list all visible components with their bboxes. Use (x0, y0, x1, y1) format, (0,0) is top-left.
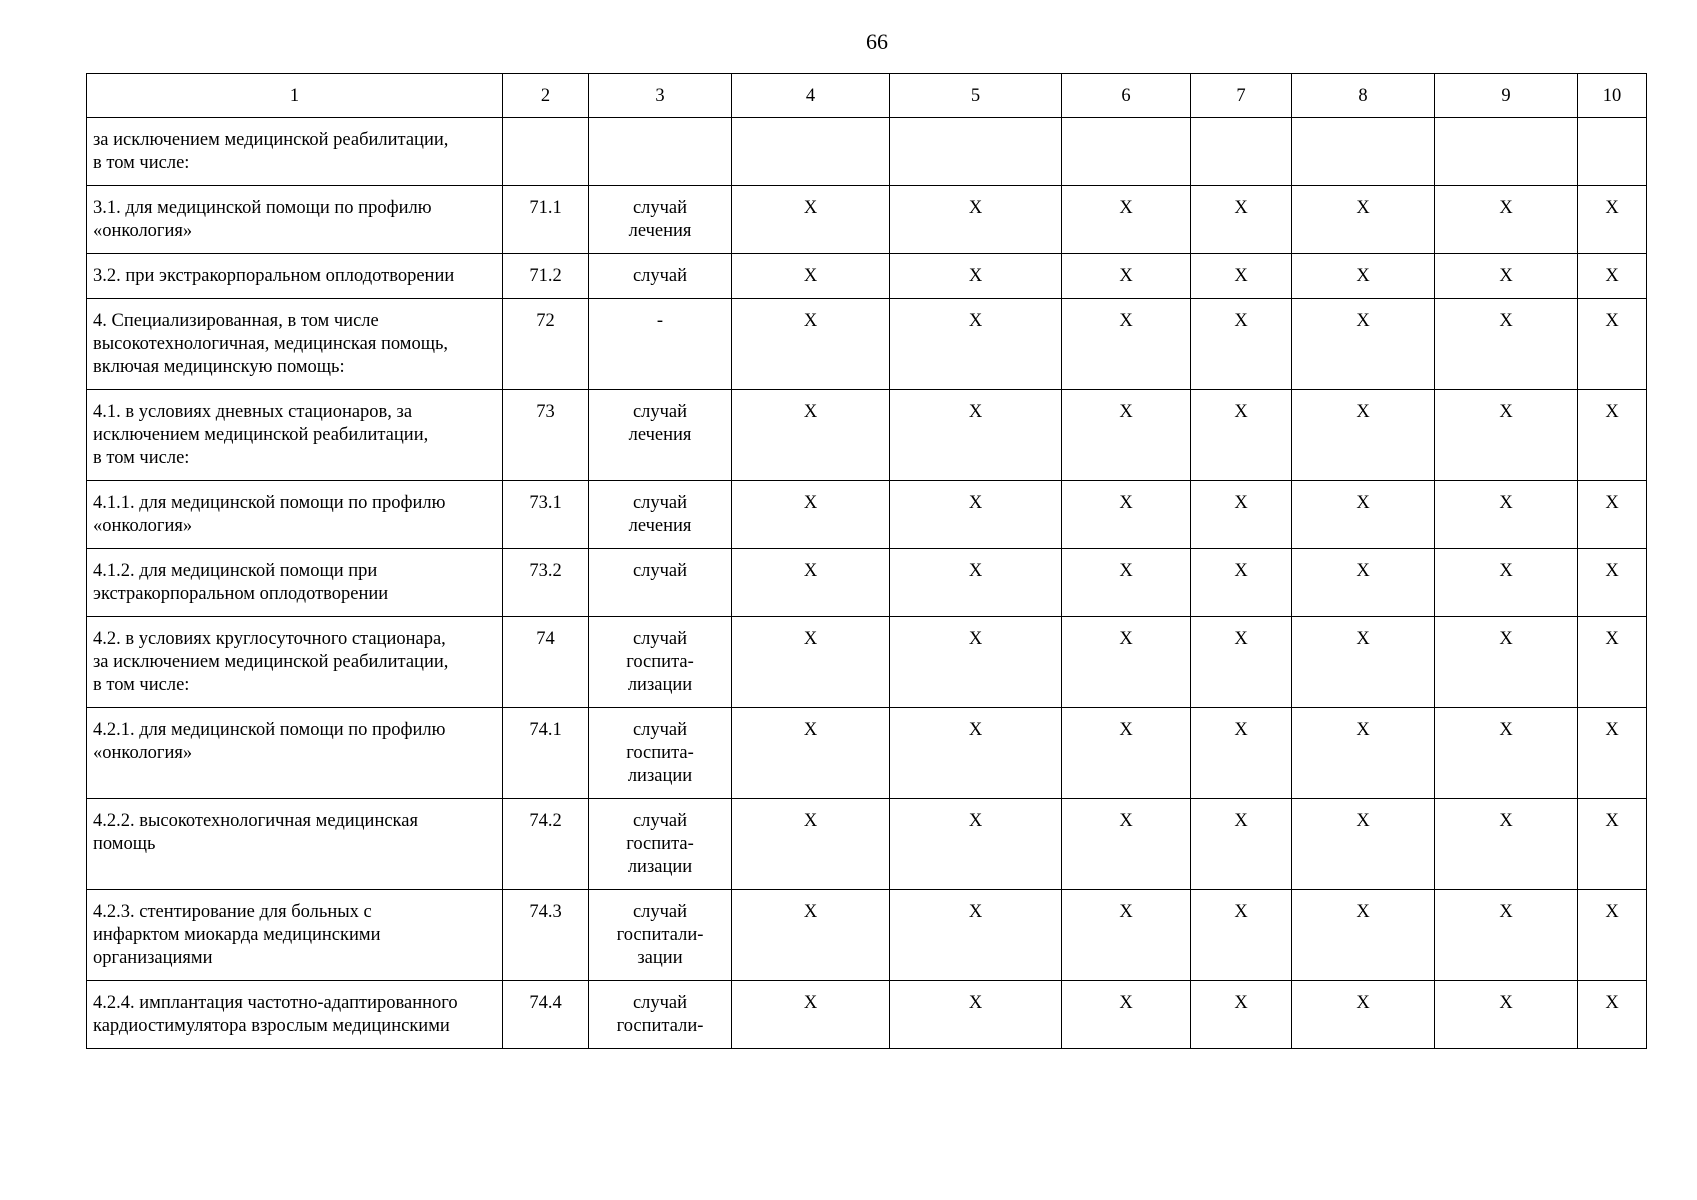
row-value-cell: X (1435, 390, 1578, 481)
column-number: 7 (1191, 74, 1292, 118)
row-value-cell: X (890, 254, 1062, 299)
row-value-cell: X (732, 549, 890, 617)
row-value-cell: X (890, 617, 1062, 708)
row-name-cell: 3.1. для медицинской помощи по профилю «онкология» (87, 186, 503, 254)
row-value-cell: X (1062, 549, 1191, 617)
row-code-cell: 74 (503, 617, 589, 708)
row-code-cell: 74.3 (503, 890, 589, 981)
column-number: 5 (890, 74, 1062, 118)
row-name-cell: 4.1.2. для медицинской помощи при экстракорпоральном оплодотворении (87, 549, 503, 617)
row-value-cell: X (1191, 617, 1292, 708)
row-unit-cell: случай (589, 549, 732, 617)
table-row (87, 254, 1647, 299)
row-value-cell: X (1578, 481, 1647, 549)
row-unit-cell: случай лечения (589, 186, 732, 254)
row-value-cell: X (1062, 708, 1191, 799)
row-value-cell: X (1578, 186, 1647, 254)
row-value-cell: X (1062, 481, 1191, 549)
row-value-cell: X (890, 708, 1062, 799)
row-value-cell: X (1578, 299, 1647, 390)
row-value-cell: X (732, 981, 890, 1049)
row-value-cell: X (1578, 617, 1647, 708)
row-value-cell: X (732, 890, 890, 981)
row-value-cell: X (1062, 799, 1191, 890)
row-unit-cell: случай госпитали- (589, 981, 732, 1049)
row-value-cell (1578, 118, 1647, 186)
row-value-cell (1062, 118, 1191, 186)
row-value-cell: X (890, 186, 1062, 254)
row-unit-cell: случай (589, 254, 732, 299)
table-row (87, 799, 1647, 890)
row-value-cell: X (1062, 299, 1191, 390)
row-value-cell: X (1292, 254, 1435, 299)
row-value-cell: X (732, 617, 890, 708)
row-value-cell: X (1191, 799, 1292, 890)
row-code-cell: 71.2 (503, 254, 589, 299)
row-code-cell: 72 (503, 299, 589, 390)
row-value-cell: X (1292, 617, 1435, 708)
table-body (87, 118, 1647, 1049)
row-unit-cell: - (589, 299, 732, 390)
column-number-row (87, 74, 1647, 118)
row-value-cell: X (1292, 981, 1435, 1049)
row-code-cell: 74.4 (503, 981, 589, 1049)
row-unit-cell: случай госпита- лизации (589, 617, 732, 708)
row-value-cell: X (890, 481, 1062, 549)
row-value-cell: X (1062, 186, 1191, 254)
row-value-cell: X (1435, 186, 1578, 254)
row-name-cell: 4.1.1. для медицинской помощи по профилю «онкология» (87, 481, 503, 549)
row-value-cell: X (1191, 708, 1292, 799)
row-code-cell: 73 (503, 390, 589, 481)
row-value-cell: X (1191, 254, 1292, 299)
table-row (87, 981, 1647, 1049)
row-unit-cell: случай госпита- лизации (589, 799, 732, 890)
row-value-cell: X (1435, 981, 1578, 1049)
row-name-cell: 4. Специализированная, в том числе высокотехнологичная, медицинская помощь, включая медицинскую помощь: (87, 299, 503, 390)
row-value-cell: X (890, 299, 1062, 390)
row-value-cell: X (1191, 390, 1292, 481)
row-unit-cell: случай лечения (589, 390, 732, 481)
row-code-cell: 74.2 (503, 799, 589, 890)
row-value-cell: X (1435, 299, 1578, 390)
row-value-cell: X (890, 549, 1062, 617)
row-value-cell: X (1435, 481, 1578, 549)
row-value-cell: X (1191, 549, 1292, 617)
row-value-cell (1191, 118, 1292, 186)
table-row (87, 118, 1647, 186)
column-number: 10 (1578, 74, 1647, 118)
row-name-cell: 3.2. при экстракорпоральном оплодотворении (87, 254, 503, 299)
row-unit-cell (589, 118, 732, 186)
row-code-cell: 74.1 (503, 708, 589, 799)
row-value-cell: X (890, 981, 1062, 1049)
row-value-cell: X (1292, 299, 1435, 390)
row-value-cell: X (1435, 799, 1578, 890)
row-value-cell: X (1062, 890, 1191, 981)
row-name-cell: 4.2.2. высокотехнологичная медицинская помощь (87, 799, 503, 890)
table-row (87, 390, 1647, 481)
row-unit-cell: случай лечения (589, 481, 732, 549)
column-number: 3 (589, 74, 732, 118)
row-value-cell: X (732, 708, 890, 799)
row-value-cell: X (1062, 390, 1191, 481)
row-value-cell: X (1578, 981, 1647, 1049)
row-value-cell: X (1578, 549, 1647, 617)
row-name-cell: за исключением медицинской реабилитации, в том числе: (87, 118, 503, 186)
column-number: 4 (732, 74, 890, 118)
row-value-cell: X (1578, 799, 1647, 890)
table-row (87, 708, 1647, 799)
row-value-cell: X (732, 390, 890, 481)
row-value-cell: X (1578, 390, 1647, 481)
row-value-cell: X (1292, 708, 1435, 799)
column-number: 1 (87, 74, 503, 118)
row-value-cell: X (1578, 708, 1647, 799)
data-table (86, 73, 1647, 1049)
row-code-cell: 71.1 (503, 186, 589, 254)
row-value-cell: X (732, 481, 890, 549)
row-value-cell (1292, 118, 1435, 186)
table-row (87, 549, 1647, 617)
row-code-cell: 73.2 (503, 549, 589, 617)
row-code-cell (503, 118, 589, 186)
row-value-cell: X (1292, 481, 1435, 549)
row-value-cell: X (1191, 981, 1292, 1049)
row-value-cell: X (1062, 254, 1191, 299)
row-value-cell: X (1062, 617, 1191, 708)
row-value-cell: X (1191, 299, 1292, 390)
row-value-cell: X (1292, 186, 1435, 254)
row-unit-cell: случай госпитали- зации (589, 890, 732, 981)
row-value-cell: X (1292, 890, 1435, 981)
row-value-cell (732, 118, 890, 186)
row-value-cell: X (1191, 186, 1292, 254)
row-value-cell: X (1292, 549, 1435, 617)
row-name-cell: 4.2.4. имплантация частотно-адаптированного кардиостимулятора взрослым медицинскими (87, 981, 503, 1049)
row-value-cell: X (1435, 708, 1578, 799)
column-number: 2 (503, 74, 589, 118)
row-name-cell: 4.2.1. для медицинской помощи по профилю «онкология» (87, 708, 503, 799)
table-row (87, 890, 1647, 981)
row-value-cell (890, 118, 1062, 186)
row-value-cell: X (1435, 890, 1578, 981)
row-name-cell: 4.1. в условиях дневных стационаров, за исключением медицинской реабилитации, в том числе: (87, 390, 503, 481)
table-row (87, 617, 1647, 708)
column-number: 8 (1292, 74, 1435, 118)
row-value-cell: X (732, 299, 890, 390)
row-value-cell: X (890, 799, 1062, 890)
row-value-cell: X (890, 890, 1062, 981)
row-value-cell: X (890, 390, 1062, 481)
column-number: 6 (1062, 74, 1191, 118)
row-value-cell: X (1292, 799, 1435, 890)
row-value-cell (1435, 118, 1578, 186)
row-value-cell: X (732, 254, 890, 299)
row-value-cell: X (732, 186, 890, 254)
table-row (87, 186, 1647, 254)
row-value-cell: X (1435, 549, 1578, 617)
row-unit-cell: случай госпита- лизации (589, 708, 732, 799)
row-name-cell: 4.2. в условиях круглосуточного стационара, за исключением медицинской реабилитации, в том числе: (87, 617, 503, 708)
row-value-cell: X (1435, 254, 1578, 299)
page-number: 66 (866, 29, 888, 54)
row-value-cell: X (1191, 890, 1292, 981)
column-number: 9 (1435, 74, 1578, 118)
row-value-cell: X (1191, 481, 1292, 549)
row-code-cell: 73.1 (503, 481, 589, 549)
row-value-cell: X (1578, 254, 1647, 299)
row-value-cell: X (732, 799, 890, 890)
row-name-cell: 4.2.3. стентирование для больных с инфарктом миокарда медицинскими организациями (87, 890, 503, 981)
row-value-cell: X (1578, 890, 1647, 981)
row-value-cell: X (1292, 390, 1435, 481)
table-row (87, 481, 1647, 549)
row-value-cell: X (1435, 617, 1578, 708)
row-value-cell: X (1062, 981, 1191, 1049)
table-row (87, 299, 1647, 390)
